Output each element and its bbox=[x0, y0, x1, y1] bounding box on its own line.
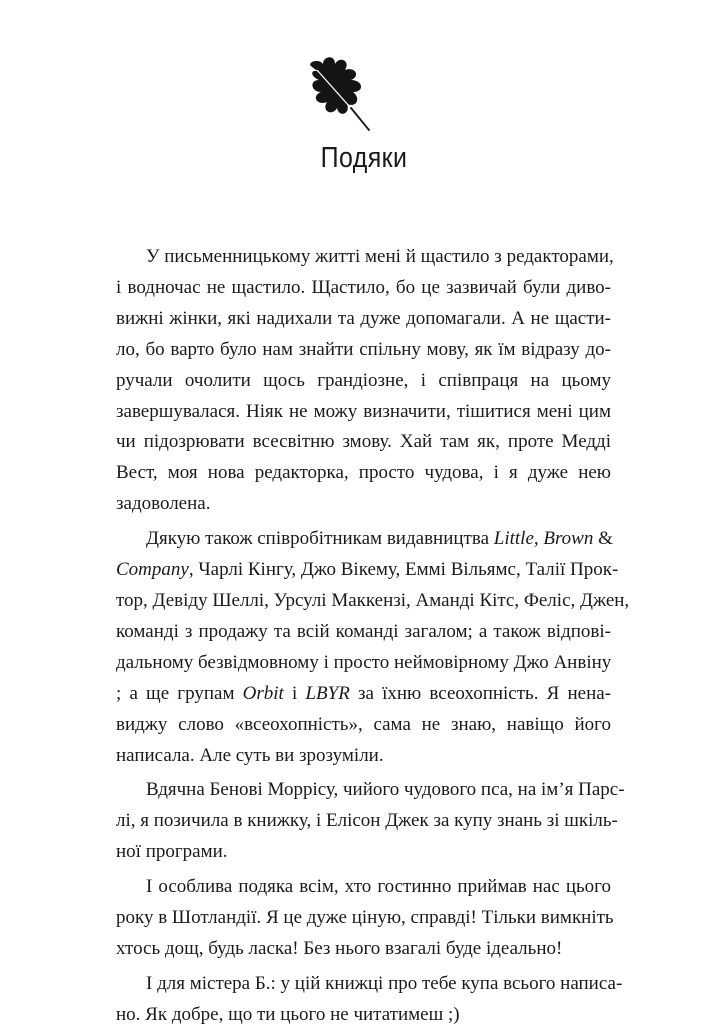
text-line: ; а ще групам Orbit і LBYR за їхню всеохопність. Я нена- bbox=[116, 682, 612, 704]
text-line: Вдячна Бенові Моррісу, чийого чудового пса, на ім’я Парс- bbox=[146, 779, 625, 801]
text-line: виджу слово «всеохопність», сама не знаю, навіщо його bbox=[116, 713, 611, 735]
text-line: но. Як добре, що ти цього не читатимеш ;) bbox=[116, 1003, 460, 1025]
text-line: ручали очолити щось грандіозне, і співпраця на цьому bbox=[116, 369, 611, 391]
text-line: дальному безвідмовному і просто неймовірному Джо Анвіну bbox=[116, 651, 612, 673]
acknowledgements-body bbox=[116, 242, 630, 1035]
text-line: Company, Чарлі Кінгу, Джо Вікему, Еммі Вільямс, Талії Прок- bbox=[116, 559, 619, 581]
text-line: Вест, моя нова редакторка, просто чудова, і я дуже нею bbox=[116, 462, 611, 484]
text-line: хтось дощ, будь ласка! Без нього взагалі буде ідеально! bbox=[116, 937, 563, 959]
paragraph bbox=[116, 775, 625, 868]
publisher-name: Little, Brown bbox=[493, 528, 594, 550]
text-line: ної програми. bbox=[116, 841, 228, 863]
text-line: ло, бо варто було нам знайти спільну мову, як їм відразу до- bbox=[116, 338, 611, 360]
text-line: чи підозрювати всесвітню змову. Хай там як, проте Медді bbox=[116, 431, 611, 453]
text-line: У письменницькому житті мені й щастило з редакторами, bbox=[146, 246, 614, 267]
oak-leaf-icon bbox=[299, 52, 379, 132]
page-title: Подяки bbox=[320, 142, 408, 174]
text-line: І особлива подяка всім, хто гостинно приймав нас цього bbox=[146, 876, 611, 898]
text-line: лі, я позичила в книжку, і Елісон Джек за купу знань зі шкіль- bbox=[116, 810, 618, 832]
text-line: команді з продажу та всій команді загалом; а також відпові- bbox=[116, 620, 611, 642]
imprint-name: Orbit bbox=[242, 682, 284, 704]
text-line: написала. Але суть ви зрозуміли. bbox=[116, 744, 384, 766]
text-line: задоволена. bbox=[116, 493, 211, 515]
text-line: року в Шотландії. Я це дуже ціную, справді! Тільки вимкніть bbox=[116, 907, 614, 929]
text-line: І для містера Б.: у цій книжці про тебе купа всього написа- bbox=[146, 972, 623, 994]
text-line: вижні жінки, які надихали та дуже допомагали. А не щасти- bbox=[116, 307, 611, 329]
text-line: і водночас не щастило. Щастило, бо це зазвичай були диво- bbox=[116, 276, 611, 298]
text-line: Дякую також співробітникам видавництва Little, Brown & bbox=[146, 528, 613, 550]
publisher-name: Company bbox=[116, 559, 189, 581]
text-line: завершувалася. Ніяк не можу визначити, тішитися мені цим bbox=[116, 400, 611, 422]
paragraph bbox=[116, 524, 630, 771]
text-line: тор, Девіду Шеллі, Урсулі Маккензі, Аманді Кітс, Феліс, Джен, bbox=[116, 589, 630, 611]
paragraph bbox=[116, 872, 614, 965]
imprint-name: LBYR bbox=[305, 682, 350, 704]
paragraph bbox=[116, 242, 614, 520]
